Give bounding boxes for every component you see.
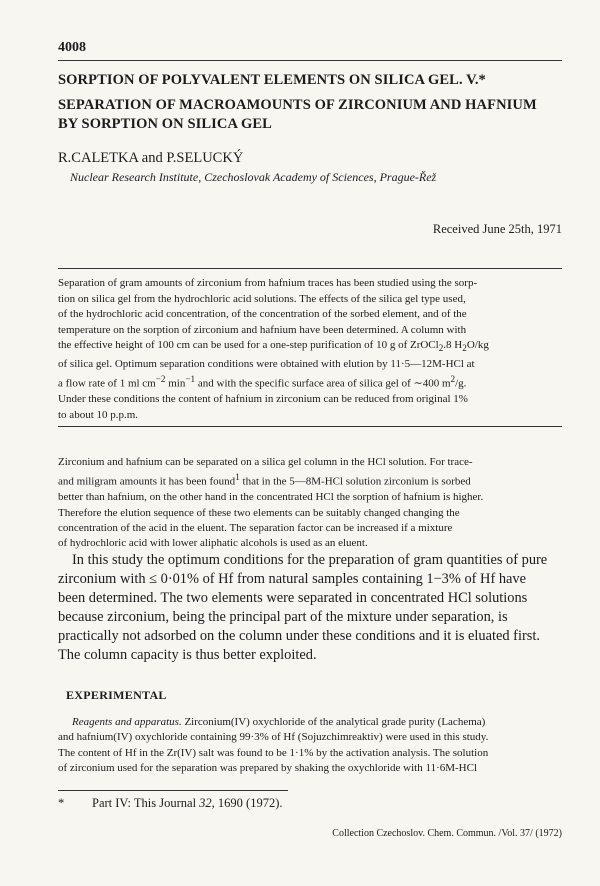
- page-number: 4008: [58, 40, 86, 55]
- experimental-paragraph: [58, 715, 562, 776]
- article-title-line-3: BY SORPTION ON SILICA GEL: [58, 116, 272, 132]
- study-line: In this study the optimum conditions for the preparation of gram quantities of pure: [72, 552, 548, 568]
- abstract-line: of the hydrochloric acid concentration, of the concentration of the sorbed element, and of the: [58, 308, 467, 320]
- abstract-line: the effective height of 100 cm can be used for a one-step purification of 10 g of ZrOCl$_2$.8 $H_2O/kg$: [58, 339, 489, 354]
- authors: R.CALETKA and P.SELUCKÝ: [58, 150, 244, 166]
- intro-line: Therefore the elution sequence of these two elements can be suitably changed changing the: [58, 506, 460, 519]
- experimental-line: of zirconium used for the separation was prepared by shaking the oxychloride with 11·6M-HCl: [58, 761, 478, 774]
- article-title-line-2: SEPARATION OF MACROAMOUNTS OF ZIRCONIUM AND HAFNIUM: [58, 97, 537, 113]
- experimental-line: Reagents and apparatus. Zirconium(IV) oxychloride of the analytical grade purity (Lachema): [72, 716, 486, 728]
- abstract-line: a flow rate of 1 ml $cm^{-2}$ $\min^{-1}$ and with the specific surface area of silica gel of ∼400 $m^2/g$.: [58, 374, 467, 390]
- intro-line: concentration of the acid in the eluent. The separation factor can be increased if a mixture: [58, 521, 453, 534]
- study-line: practically not adsorbed on the column under these conditions and it is eluated first.: [58, 628, 540, 644]
- study-line: zirconium with ≤ 0·01% of Hf from natural samples containing 1−3% of Hf have: [58, 571, 526, 587]
- study-line: been determined. The two elements were separated in concentrated HCl solutions: [58, 590, 528, 606]
- intro-line: better than hafnium, on the other hand in the concentrated HCl the sorption of hafnium is higher.: [58, 491, 484, 504]
- abstract-line: Separation of gram amounts of zirconium from hafnium traces has been studied using the sorp-: [58, 277, 478, 289]
- abstract: [58, 276, 562, 423]
- experimental-line: and hafnium(IV) oxychloride containing 99·3% of Hf (Sojuzchimreaktiv) were used in this study.: [58, 731, 489, 744]
- footnote-rule: [58, 790, 288, 791]
- article-title-line-1: SORPTION OF POLYVALENT ELEMENTS ON SILICA GEL. V.*: [58, 72, 486, 88]
- affiliation: Nuclear Research Institute, Czechoslovak Academy of Sciences, Prague-Řež: [70, 170, 437, 184]
- study-line: The column capacity is thus better exploited.: [58, 647, 317, 663]
- abstract-top-rule: [58, 268, 562, 269]
- intro-paragraph: [58, 455, 562, 551]
- intro-line: of hydrochloric acid with lower aliphatic alcohols is used as an eluent.: [58, 537, 368, 550]
- intro-line: and miligram amounts it has been found$^1$ that in the 5—8M-HCl solution zirconium is sorbed: [58, 472, 471, 488]
- header-rule: [58, 60, 562, 61]
- study-line: because zirconium, being the principal part of the mixture under separation, is: [58, 609, 508, 625]
- abstract-bottom-rule: [58, 426, 562, 427]
- intro-line: Zirconium and hafnium can be separated on a silica gel column in the HCl solution. For trace-: [58, 456, 473, 468]
- experimental-line: The content of Hf in the Zr(IV) salt was found to be 1·1% by the activation analysis. The solution: [58, 746, 489, 759]
- experimental-heading: EXPERIMENTAL: [66, 688, 167, 702]
- abstract-line: Under these conditions the content of hafnium in zirconium can be reduced from original 1%: [58, 393, 468, 406]
- abstract-line: to about 10 p.p.m.: [58, 408, 139, 421]
- abstract-line: tion on silica gel from the hydrochloric acid solutions. The effects of the silica gel type used,: [58, 292, 466, 305]
- footnote: * Part IV: This Journal 32, 1690 (1972).: [58, 796, 283, 810]
- received-date: Received June 25th, 1971: [432, 222, 562, 236]
- page: [58, 0, 562, 886]
- abstract-line: of silica gel. Optimum separation conditions were obtained with elution by 11·5—12M-HCl at: [58, 357, 475, 370]
- study-paragraph: [58, 551, 562, 665]
- journal-footer: Collection Czechoslov. Chem. Commun. /Vol. 37/ (1972): [332, 828, 562, 839]
- abstract-line: temperature on the sorption of zirconium and hafnium have been determined. A column with: [58, 323, 467, 336]
